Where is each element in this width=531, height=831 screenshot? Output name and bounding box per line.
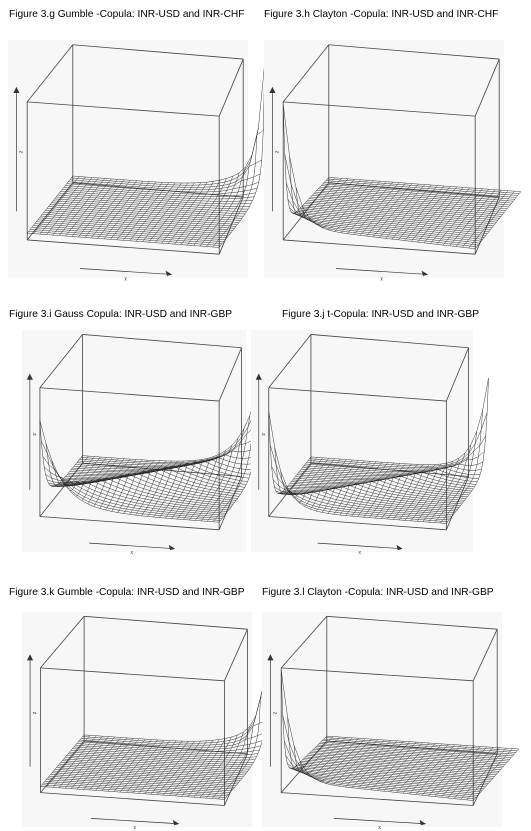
figure-3l-surface-plot — [262, 612, 502, 831]
surface-plot-box — [40, 334, 242, 529]
x-axis-label: x — [380, 276, 383, 283]
figure-3j-caption: Figure 3.j t-Copula: INR-USD and INR-GBP — [282, 309, 480, 320]
x-axis-label: x — [358, 550, 362, 557]
figure-3k-panel — [22, 612, 252, 831]
figure-3i-panel — [22, 330, 246, 557]
z-axis-label: z — [32, 711, 39, 715]
z-axis-label: z — [18, 150, 25, 154]
x-axis-label: x — [378, 825, 381, 831]
x-axis-label: x — [124, 276, 127, 283]
axis-arrows — [268, 655, 425, 825]
z-axis-label: z — [274, 150, 281, 154]
surface-mesh — [269, 378, 489, 523]
figure-3g-caption: Figure 3.g Gumble -Copula: INR-USD and INR-CHF — [9, 9, 245, 20]
figure-3g-panel — [8, 40, 248, 283]
surface-mesh — [283, 105, 521, 249]
surface-mesh — [281, 670, 519, 800]
figure-3j-surface-plot — [251, 330, 473, 557]
figure-3k-caption: Figure 3.k Gumble -Copula: INR-USD and INR-GBP — [9, 587, 245, 598]
x-axis-label: x — [133, 825, 136, 831]
figure-3i-surface-plot — [22, 330, 246, 557]
axis-arrows — [270, 88, 427, 276]
z-axis-label: z — [260, 433, 267, 436]
figure-3g-surface-plot — [8, 40, 248, 283]
figure-3k-surface-plot — [22, 612, 252, 831]
surface-plot-box — [27, 45, 243, 254]
surface-mesh — [27, 62, 265, 248]
figure-3h-caption: Figure 3.h Clayton -Copula: INR-USD and INR-CHF — [264, 9, 499, 20]
z-axis-label: z — [272, 711, 279, 715]
figure-3h-panel — [264, 40, 504, 283]
figure-3l-caption: Figure 3.l Clayton -Copula: INR-USD and INR-GBP — [262, 587, 494, 598]
x-axis-label: x — [130, 550, 134, 557]
figure-3h-surface-plot — [264, 40, 504, 283]
surface-mesh — [40, 374, 262, 522]
figure-3i-caption: Figure 3.i Gauss Copula: INR-USD and INR-GBP — [9, 309, 233, 320]
surface-mesh — [40, 632, 268, 800]
z-axis-label: z — [31, 433, 38, 436]
figure-3l-panel — [262, 612, 502, 831]
figure-3j-panel — [251, 330, 473, 557]
